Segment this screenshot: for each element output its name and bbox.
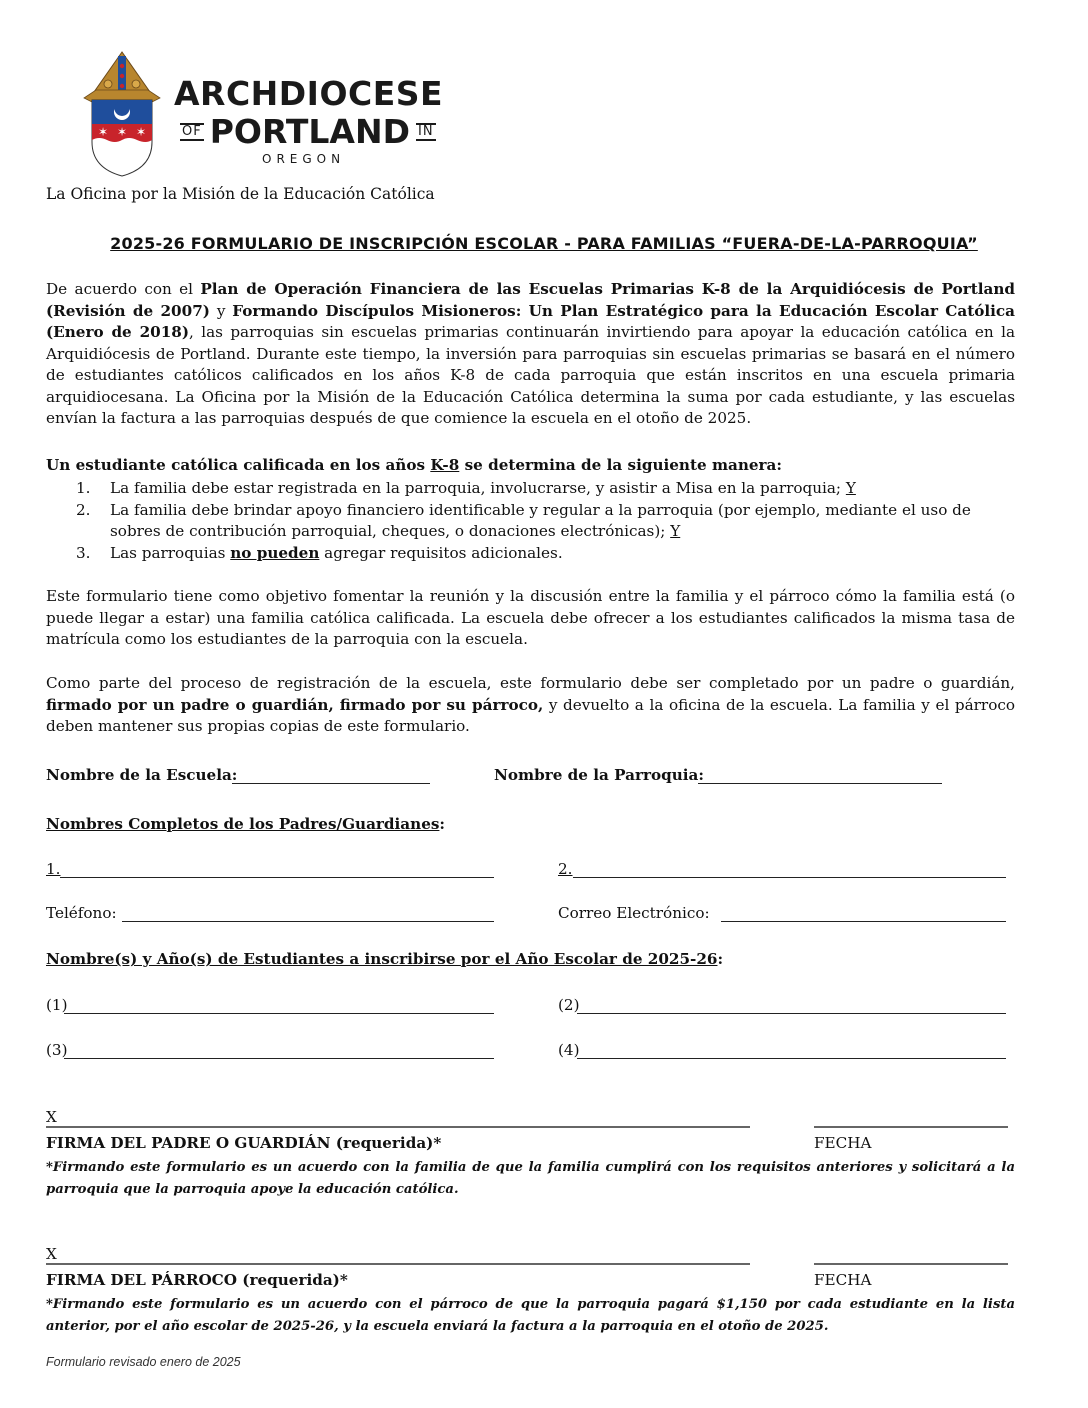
- requirement-text: [110, 543, 1016, 565]
- school-name-label: Nombre de la Escuela:: [46, 766, 238, 784]
- requirement-text: [110, 500, 1016, 543]
- pastor-signature-field[interactable]: [46, 1263, 750, 1265]
- pastor-date-label: FECHA: [814, 1271, 872, 1289]
- parent-2-label: 2.: [558, 860, 573, 878]
- requirement-text-pre: Las parroquias: [110, 543, 231, 562]
- student-1-field[interactable]: [64, 1013, 494, 1014]
- process-paragraph: [46, 673, 1015, 738]
- parent-signature-field[interactable]: [46, 1126, 750, 1128]
- requirement-emphasis: no pueden: [230, 543, 320, 562]
- intro-paragraph: [46, 279, 1015, 430]
- pastor-date-field[interactable]: [814, 1263, 1008, 1265]
- logo-portland-line: [174, 112, 442, 151]
- process-signatures-bold: firmado por un padre o guardián, firmado por su párroco,: [46, 695, 544, 714]
- requirements-heading: [46, 456, 782, 474]
- svg-text:✶: ✶: [135, 125, 147, 139]
- parents-heading: [46, 815, 445, 833]
- requirement-item: [76, 543, 1016, 565]
- student-4-field[interactable]: [577, 1058, 1006, 1059]
- parent-signature-label: FIRMA DEL PADRE O GUARDIÁN (requerida)*: [46, 1134, 442, 1152]
- pastor-signature-label: FIRMA DEL PÁRROCO (requerida)*: [46, 1271, 348, 1289]
- parent-1-field[interactable]: [60, 877, 494, 878]
- requirements-list: [76, 478, 1016, 564]
- intro-text-2: y: [209, 301, 233, 320]
- requirement-and-marker: Y: [845, 479, 856, 497]
- parish-name-field[interactable]: [698, 783, 942, 784]
- pastor-signature-note: *Firmando este formulario es un acuerdo con el párroco de que la parroquia pagará $1,150 por cada estudiante en la lista anterior, por el año escolar de 2025-26, y la escuela enviará la factura a la parroquia en el otoño de 2025.: [46, 1297, 1015, 1334]
- email-field[interactable]: [721, 921, 1006, 922]
- parent-date-label: FECHA: [814, 1134, 872, 1152]
- purpose-paragraph: Este formulario tiene como objetivo fomentar la reunión y la discusión entre la familia y el párroco cómo la familia está (o puede llegar a estar) una familia católica calificada. La escuela debe ofrecer a los estudiantes calificados la misma tasa de matrícula como los estudiantes de la parroquia con la escuela.: [46, 587, 1015, 648]
- parents-heading-text: Nombres Completos de los Padres/Guardianes: [46, 815, 440, 833]
- requirements-heading-post: se determina de la siguiente manera:: [459, 456, 783, 474]
- intro-text-3: , las parroquias sin escuelas primarias continuarán invirtiendo para apoyar la educación católica en la Arquidiócesis de Portland. Durante este tiempo, la inversión para parroquias sin escuelas primarias se basará en el número de estudiantes católicos calificados en los años K-8 de cada parroquia que están inscritos en una escuela primaria arquidiocesana. La Oficina por la Misión de la Educación Católica determina la suma por cada estudiante, y las escuelas envían la factura a las parroquias después de que comience la escuela en el otoño de 2025.: [46, 323, 1015, 427]
- students-heading-colon: :: [717, 950, 724, 968]
- requirement-number: 3.: [76, 543, 91, 562]
- student-2-label: (2): [558, 996, 580, 1014]
- phone-field[interactable]: [122, 921, 494, 922]
- parent-1-label: 1.: [46, 860, 61, 878]
- phone-label: Teléfono:: [46, 904, 117, 922]
- requirement-number: 1.: [76, 479, 91, 497]
- requirement-text-body: La familia debe estar registrada en la parroquia, involucrarse, y asistir a Misa en la parroquia;: [110, 479, 846, 497]
- archdiocese-logo: [74, 50, 454, 180]
- students-heading: [46, 950, 723, 968]
- requirement-text-post: agregar requisitos adicionales.: [319, 543, 563, 562]
- student-3-label: (3): [46, 1041, 68, 1059]
- requirement-item: [76, 500, 1016, 543]
- process-text-1: Como parte del proceso de registración de la escuela, este formulario debe ser completado por un padre o guardián,: [46, 674, 1015, 692]
- pastor-signature-x: X: [46, 1245, 57, 1263]
- process-text-2: y devuelto a la oficina de la escuela. La familia y el párroco deben mantener sus propias copias de este formulario.: [46, 695, 1015, 735]
- school-name-field[interactable]: [232, 783, 430, 784]
- requirements-heading-pre: Un estudiante católica calificada en los años: [46, 456, 431, 474]
- logo-of-text: OF: [182, 123, 202, 139]
- intro-plan-financial: Plan de Operación Financiera de las Escuelas Primarias K-8 de la Arquidiócesis de Portland (Revisión de 2007): [46, 280, 1015, 320]
- parent-date-field[interactable]: [814, 1126, 1008, 1128]
- logo-portland-text: PORTLAND: [209, 112, 410, 151]
- student-4-label: (4): [558, 1041, 580, 1059]
- parent-2-field[interactable]: [573, 877, 1006, 878]
- student-2-field[interactable]: [577, 1013, 1006, 1014]
- svg-text:✶: ✶: [116, 125, 128, 139]
- requirement-text: [110, 478, 1016, 500]
- student-3-field[interactable]: [64, 1058, 494, 1059]
- requirement-number: 2.: [76, 500, 91, 519]
- parent-signature-x: X: [46, 1108, 57, 1126]
- parent-signature-note: *Firmando este formulario es un acuerdo con la familia de que la familia cumplirá con los requisitos anteriores y solicitará a la parroquia que la parroquia apoye la educación católica.: [46, 1160, 1015, 1197]
- shield-crest-icon: [74, 50, 170, 178]
- intro-text-1: De acuerdo con el: [46, 280, 201, 298]
- revision-footer: Formulario revisado enero de 2025: [46, 1355, 241, 1369]
- email-label: Correo Electrónico:: [558, 904, 710, 922]
- requirement-text-body: La familia debe brindar apoyo financiero identificable y regular a la parroquia (por ejemplo, mediante el uso de sobres de contribución parroquial, cheques, o donaciones electrónicas);: [110, 500, 971, 540]
- requirements-heading-k8: K-8: [430, 456, 460, 474]
- office-name: La Oficina por la Misión de la Educación Católica: [46, 185, 435, 203]
- intro-plan-strategic: Formando Discípulos Misioneros: Un Plan Estratégico para la Educación Escolar Católica (Enero de 2018): [46, 301, 1015, 341]
- students-heading-text: Nombre(s) y Año(s) de Estudiantes a inscribirse por el Año Escolar de 2025-26: [46, 950, 718, 968]
- parents-heading-colon: :: [439, 815, 446, 833]
- logo-archdiocese-text: ARCHDIOCESE: [174, 74, 444, 113]
- requirement-item: [76, 478, 1016, 500]
- svg-text:✶: ✶: [97, 125, 109, 139]
- form-title: 2025-26 FORMULARIO DE INSCRIPCIÓN ESCOLAR - PARA FAMILIAS “FUERA-DE-LA-PARROQUIA”: [110, 234, 978, 253]
- parish-name-label: Nombre de la Parroquia:: [494, 766, 704, 784]
- student-1-label: (1): [46, 996, 68, 1014]
- requirement-and-marker: Y: [670, 522, 681, 540]
- logo-in-text: IN: [417, 123, 434, 139]
- logo-oregon-text: OREGON: [262, 152, 346, 166]
